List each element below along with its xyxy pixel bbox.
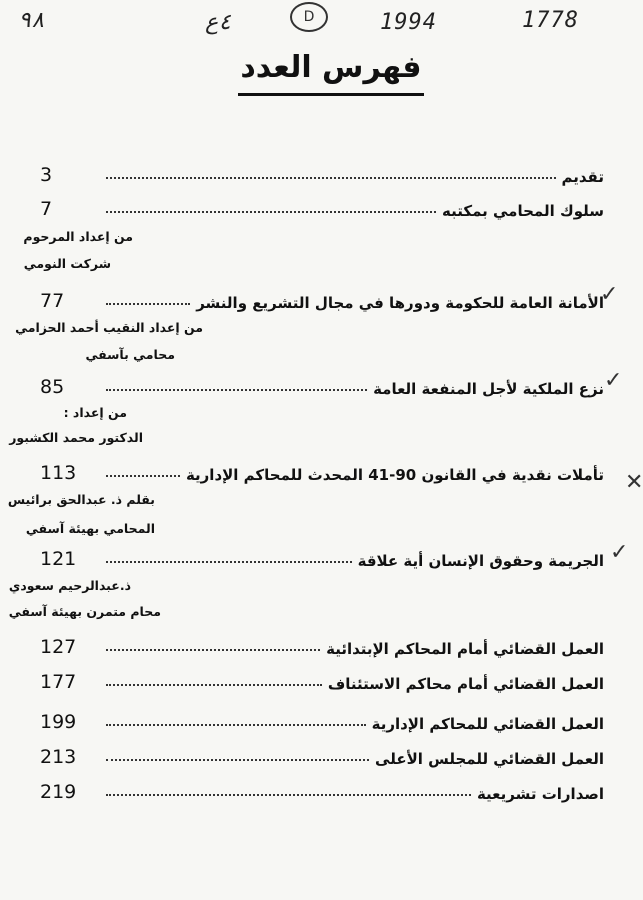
entry-author: من إعداد النقيب أحمد الحزامي (15, 320, 203, 335)
toc-entry-page: 127 (40, 636, 77, 658)
entry-author: الدكتور محمد الكشبور (9, 430, 143, 445)
title-underline (238, 93, 424, 96)
entry-author: بقلم ذ. عبدالحق برائيس (7, 492, 155, 507)
toc-entry (40, 703, 604, 733)
toc-entry-page: 219 (40, 781, 77, 803)
toc-entry (40, 282, 604, 312)
dot-leader (106, 684, 322, 686)
handwritten-mark: ✕ (625, 470, 643, 495)
dot-leader (106, 389, 367, 391)
toc-entry (40, 738, 604, 768)
entry-author: المحامي بهيئة آسفي (25, 521, 155, 536)
dot-leader (106, 475, 180, 477)
toc-entry-page: 113 (40, 462, 77, 484)
dot-leader (106, 211, 436, 213)
toc-entry-title: نزع الملكية لأجل المنفعة العامة (373, 380, 604, 398)
entry-author: من إعداد : (63, 405, 127, 420)
dot-leader (106, 649, 320, 651)
toc-entry-title: الجريمة وحقوق الإنسان أية علاقة (357, 552, 604, 570)
toc-entry-title: العمل القضائي أمام المحاكم الإبتدائية (326, 640, 604, 658)
handwritten-number: 1778 (522, 8, 579, 33)
dot-leader (106, 561, 352, 563)
toc-entry-page: 77 (40, 290, 65, 312)
toc-entry-title: سلوك المحامي بمكتبه (442, 202, 604, 220)
dot-leader (106, 724, 366, 726)
circle-stamp: D (290, 2, 328, 32)
toc-entry-page: 199 (40, 711, 77, 733)
toc-entry-title: تأملات نقدية في القانون 90-41 المحدث للمحاكم الإدارية (185, 466, 604, 484)
entry-author: محام متمرن بهيئة آسفي (8, 604, 161, 619)
entry-author: ذ.عبدالرحيم سعودي (8, 578, 131, 593)
toc-entry-page: 85 (40, 376, 65, 398)
toc-entry-title: الأمانة العامة للحكومة ودورها في مجال التشريع والنشر (196, 294, 604, 312)
handwritten-check-mark: ✓ (610, 540, 629, 565)
toc-entry (40, 368, 604, 398)
handwritten-check-mark: ✓ (604, 368, 623, 393)
toc-entry-title: تقديم (561, 168, 604, 186)
entry-author: محامي بآسفي (85, 347, 175, 362)
dot-leader (106, 759, 369, 761)
toc-entry (40, 773, 604, 803)
toc-entry-page: 3 (40, 164, 53, 186)
toc-entry-page: 177 (40, 671, 77, 693)
toc-entry-page: 213 (40, 746, 77, 768)
toc-entry (40, 454, 604, 484)
toc-entry (40, 540, 604, 570)
handwritten-annotation: ٩٨ (18, 8, 45, 33)
dot-leader (106, 794, 471, 796)
toc-entry-title: العمل القضائي للمحاكم الإدارية (371, 715, 604, 733)
toc-entry (40, 628, 604, 658)
toc-entry (40, 663, 604, 693)
toc-entry-title: اصدارات تشريعية (476, 785, 604, 803)
toc-entry-title: العمل القضائي للمجلس الأعلى (375, 750, 604, 768)
entry-author: شركت النومي (23, 256, 111, 271)
dot-leader (106, 303, 190, 305)
toc-entry-title: العمل القضائي أمام محاكم الاستئناف (327, 675, 604, 693)
toc-entry (40, 156, 604, 186)
page-title: فهرس العدد (240, 50, 422, 85)
entry-author: من إعداد المرحوم (23, 229, 133, 244)
toc-entry-page: 121 (40, 548, 77, 570)
toc-entry (40, 190, 604, 220)
handwritten-year: 1994 (380, 10, 437, 35)
toc-entry-page: 7 (40, 198, 53, 220)
handwritten-annotation: ٤ع (205, 10, 232, 35)
handwritten-check-mark: ✓ (600, 282, 619, 307)
dot-leader (106, 177, 556, 179)
